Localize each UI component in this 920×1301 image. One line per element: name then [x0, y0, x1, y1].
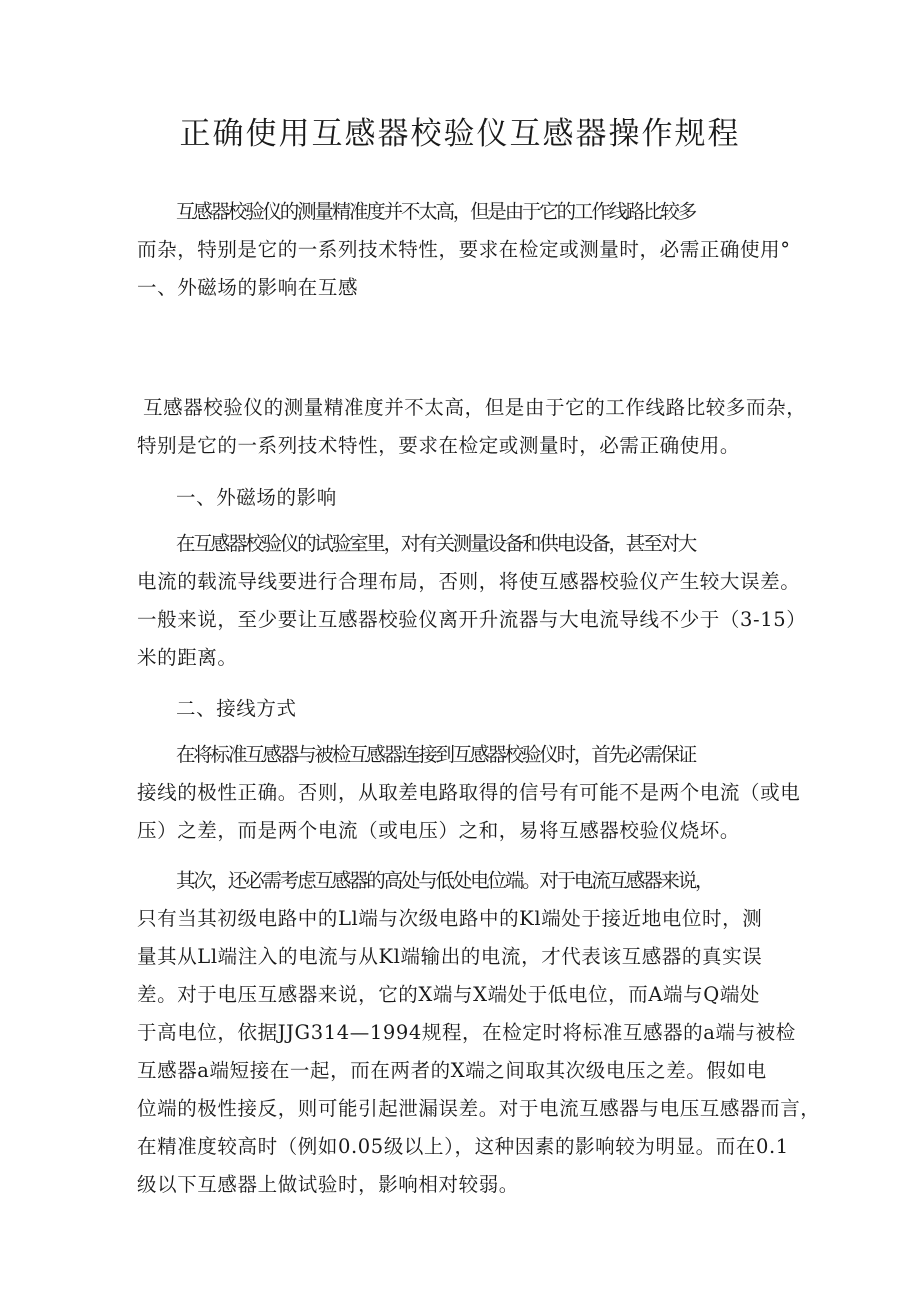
- text-line: 量其从Ll端注入的电流与从Kl端输出的电流，才代表该互感器的真实误: [137, 945, 763, 968]
- intro-paragraph: [137, 389, 807, 465]
- text-line: 在将标准互感器与被检互感器连接到互感器校验仪时，首先必需保证: [176, 743, 696, 766]
- text-line: 而杂，特别是它的一系列技术特性，要求在检定或测量时，必需正确使用°: [137, 238, 791, 261]
- section2-paragraph-2: [137, 862, 821, 1204]
- text-line: 压）之差，而是两个电流（或电压）之和，易将互感器校验仪烧坏。: [137, 819, 741, 842]
- text-line: 互感器校验仪的测量精准度并不太高，但是由于它的工作线路比较多而杂，: [143, 396, 807, 419]
- text-line: 特别是它的一系列技术特性，要求在检定或测量时，必需正确使用。: [137, 434, 741, 457]
- section1-heading: 一、外磁场的影响: [176, 486, 337, 509]
- text-line: 于高电位，依据JJG314—1994规程，在检定时将标准互感器的a端与被检: [137, 1021, 796, 1044]
- text-line: 电流的载流导线要进行合理布局，否则，将使互感器校验仪产生较大误差。: [137, 570, 801, 593]
- section1-paragraph: [137, 525, 807, 677]
- text-line: 位端的极性接反，则可能引起泄漏误差。对于电流互感器与电压互感器而言，: [137, 1097, 821, 1120]
- text-line: 在互感器校验仪的试验室里，对有关测量设备和供电设备，甚至对大: [176, 532, 696, 555]
- section2-heading: 二、接线方式: [176, 697, 297, 720]
- text-line: 互感器校验仪的测量精准度并不太高，但是由于它的工作线路比较多: [176, 200, 696, 223]
- text-line: 一、外磁场的影响在互感: [137, 276, 359, 299]
- text-line: 米的距离。: [137, 646, 238, 669]
- summary-paragraph: [137, 193, 797, 307]
- section2-paragraph-1: [137, 736, 801, 850]
- page-title: 正确使用互感器校验仪互感器操作规程: [179, 116, 741, 152]
- text-line: 互感器a端短接在一起，而在两者的X端之间取其次级电压之差。假如电: [137, 1059, 767, 1082]
- text-line: 在精准度较高时（例如0.05级以上），这种因素的影响较为明显。而在0.1: [137, 1135, 789, 1158]
- text-line: 只有当其初级电路中的Ll端与次级电路中的Kl端处于接近地电位时，测: [137, 907, 763, 930]
- text-line: 其次，还必需考虑互感器的高处与低处电位端。对于电流互感器来说，: [176, 869, 713, 892]
- text-line: 级以下互感器上做试验时，影响相对较弱。: [137, 1173, 519, 1196]
- text-line: 差。对于电压互感器来说，它的X端与X端处于低电位，而A端与Q端处: [137, 983, 761, 1006]
- text-line: 一般来说，至少要让互感器校验仪离开升流器与大电流导线不少于（3-15）: [137, 608, 807, 631]
- text-line: 接线的极性正确。否则，从取差电路取得的信号有可能不是两个电流（或电: [137, 781, 801, 804]
